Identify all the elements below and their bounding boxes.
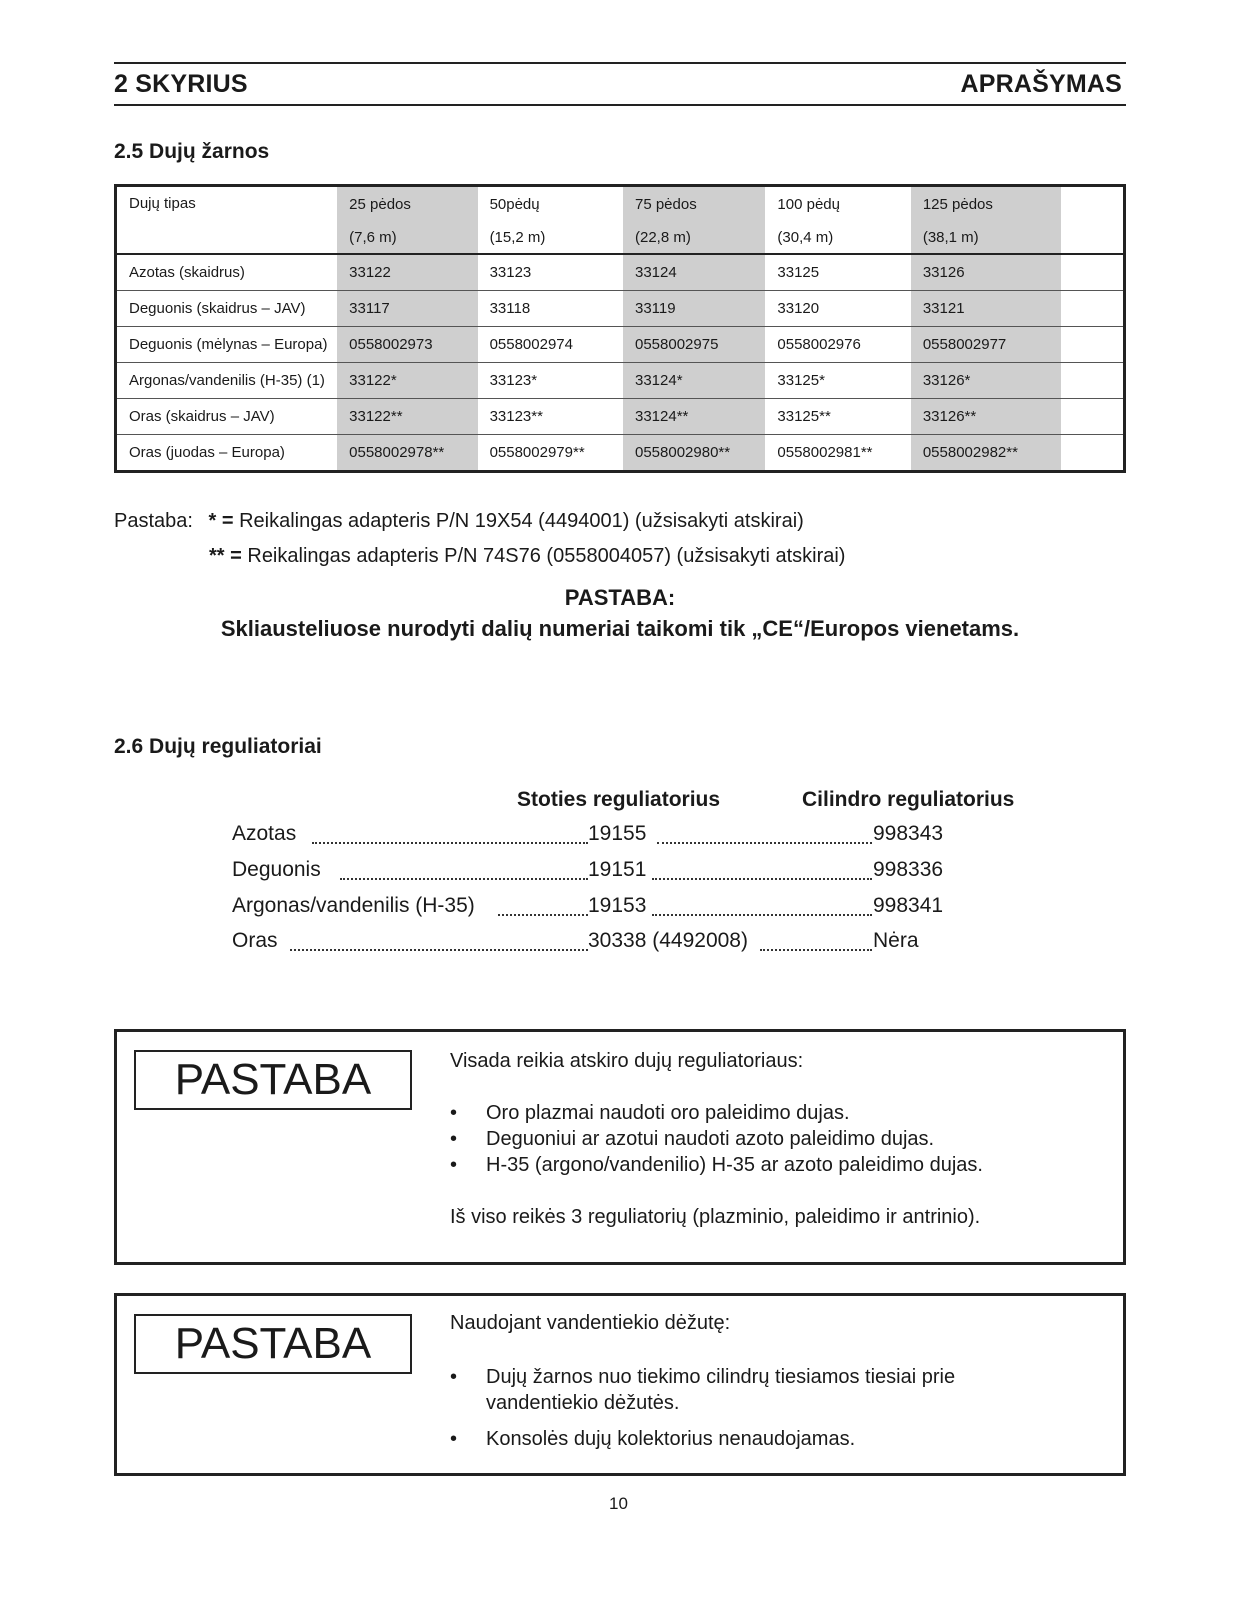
table-cell: 0558002976 [777,336,861,353]
leader-dots [340,878,588,880]
table-cell: 33124** [623,399,765,435]
bullet-icon: • [450,1366,458,1388]
header-cell: (7,6 m) [337,221,477,254]
section-title: APRAŠYMAS [960,70,1122,98]
leader-dots [657,842,872,844]
list-item-text: H-35 (argono/vandenilio) H-35 ar azoto paleidimo dujas. [486,1154,983,1176]
table-cell: Azotas (skaidrus) [129,264,245,281]
footnote-prefix: Pastaba: [114,510,193,532]
pastaba-text: Skliausteliuose nurodyti dalių numeriai taikomi tik „CE“/Europos vienetams. [220,616,1020,641]
hoses-section-title: 2.5 Dujų žarnos [114,140,270,163]
list-item-text: Deguoniui ar azotui naudoti azoto paleidimo dujas. [486,1128,935,1150]
table-cell: 0558002979** [489,444,585,461]
note-intro: Visada reikia atskiro dujų reguliatoriaus: [450,1050,804,1072]
note-bullet-list [450,1100,1103,1178]
station-part-number: 19153 [588,894,647,917]
footnote-text-2: Reikalingas adapteris P/N 74S76 (0558004057) (užsisakyti atskirai) [241,545,846,567]
station-part-number: 19151 [588,858,647,881]
table-cell: 0558002975 [623,327,765,363]
table-cell: 33120 [777,300,820,317]
gas-name: Deguonis [232,858,321,881]
cylinder-regulator-header: Cilindro reguliatorius [802,788,1015,811]
table-cell: 33122** [337,399,477,435]
table-cell: Deguonis (skaidrus – JAV) [129,300,306,317]
table-cell [1061,435,1124,472]
table-cell: 33119 [623,291,765,327]
bullet-icon: • [450,1154,458,1176]
list-item [450,1426,1103,1452]
note-body [450,1310,1103,1452]
regulator-row [232,929,952,959]
table-cell: 33122* [337,363,477,399]
gas-name: Azotas [232,822,297,845]
note-bullet-list [450,1364,1103,1452]
header-cell: 100 pėdų [777,195,840,213]
header-cell: (30,4 m) [777,228,834,246]
note-intro: Naudojant vandentiekio dėžutę: [450,1312,731,1334]
table-cell: Deguonis (mėlynas – Europa) [129,336,328,353]
table-cell: Oras (juodas – Europa) [129,444,285,461]
table-cell: 33124* [623,363,765,399]
table-cell [1061,254,1124,291]
note-box-regulators [114,1029,1126,1265]
header-cell: 25 pėdos [337,186,477,222]
table-cell [1061,363,1124,399]
footnote-text-1: Reikalingas adapteris P/N 19X54 (4494001) (užsisakyti atskirai) [233,510,804,532]
bullet-icon: • [450,1128,458,1150]
gas-name: Argonas/vandenilis (H-35) [232,894,475,917]
cylinder-part-number: Nėra [873,929,919,952]
leader-dots [652,878,872,880]
note-outro: Iš viso reikės 3 reguliatorių (plazminio, paleidimo ir antrinio). [450,1206,981,1228]
table-row [116,399,1125,435]
footnote-line-2 [209,545,845,568]
bullet-icon: • [450,1428,458,1450]
footnote-mark-1: * = [208,510,234,532]
header-cell: (15,2 m) [489,228,546,246]
gas-name: Oras [232,929,278,952]
list-item-text: Oro plazmai naudoti oro paleidimo dujas. [486,1102,850,1124]
regulator-row [232,858,952,888]
table-cell: 33117 [337,291,477,327]
table-cell: 0558002973 [337,327,477,363]
table-cell: Oras (skaidrus – JAV) [129,408,275,425]
regulator-row [232,822,952,852]
table-cell: 0558002977 [911,327,1061,363]
table-cell: 33126* [911,363,1061,399]
footnote-mark-2: ** = [209,545,242,567]
list-item [450,1152,1103,1178]
table-cell: 0558002981** [777,444,873,461]
table-cell: 0558002978** [337,435,477,472]
table-cell: 0558002980** [623,435,765,472]
cylinder-part-number: 998341 [873,894,944,917]
page-header [114,62,1126,106]
regulator-row [232,894,952,924]
table-row [116,435,1125,472]
table-cell: 33125** [777,408,831,425]
note-box-plumbing [114,1293,1126,1476]
table-cell [1061,327,1124,363]
header-cell: 50pėdų [489,195,540,213]
table-header-row [116,186,1125,222]
page-number: 10 [609,1494,628,1513]
leader-dots [290,949,588,951]
table-cell: 0558002982** [911,435,1061,472]
station-regulator-header: Stoties reguliatorius [517,788,721,811]
cylinder-part-number: 998343 [873,822,944,845]
leader-dots [760,949,872,951]
table-cell: 33123** [489,408,543,425]
list-item-text: Konsolės dujų kolektorius nenaudojamas. [486,1428,856,1450]
header-cell: (38,1 m) [911,221,1061,254]
table-cell: 33126 [911,254,1061,291]
station-part-number: 19155 [588,822,647,845]
footnote-line-1 [114,510,804,533]
table-cell: 33126** [911,399,1061,435]
leader-dots [498,914,588,916]
note-label: PASTABA [134,1314,412,1374]
cylinder-part-number: 998336 [873,858,944,881]
list-item [450,1126,1103,1152]
pastaba-heading: PASTABA: [564,585,676,610]
table-cell: 33121 [911,291,1061,327]
table-cell: 33118 [489,300,531,317]
table-row [116,291,1125,327]
header-cell: 75 pėdos [623,186,765,222]
table-row [116,363,1125,399]
note-label: PASTABA [134,1050,412,1110]
bullet-icon: • [450,1102,458,1124]
header-cell: 125 pėdos [911,186,1061,222]
table-cell: Argonas/vandenilis (H-35) (1) [129,372,325,389]
table-cell: 33124 [623,254,765,291]
list-item [450,1100,1103,1126]
table-cell: 0558002974 [489,336,573,353]
regulators-section-title: 2.6 Dujų reguliatoriai [114,735,322,758]
table-cell: 33123 [489,264,532,281]
table-cell [1061,399,1124,435]
table-row [116,254,1125,291]
header-cell-gas-type: Dujų tipas [129,195,196,212]
station-part-number: 30338 (4492008) [588,929,748,952]
table-cell [1061,291,1124,327]
leader-dots [312,842,588,844]
note-body [450,1048,1103,1230]
chapter-title: 2 SKYRIUS [114,70,248,98]
table-cell: 33125* [777,372,825,389]
header-empty-cell [1061,186,1124,255]
leader-dots [652,914,872,916]
table-cell: 33122 [337,254,477,291]
list-item-text: Dujų žarnos nuo tiekimo cilindrų tiesiamos tiesiai prie vandentiekio dėžutės. [486,1366,956,1414]
header-cell: (22,8 m) [623,221,765,254]
gas-hose-table [114,184,1126,473]
table-cell: 33123* [489,372,538,389]
table-cell: 33125 [777,264,820,281]
list-item [450,1364,1046,1416]
table-row [116,327,1125,363]
